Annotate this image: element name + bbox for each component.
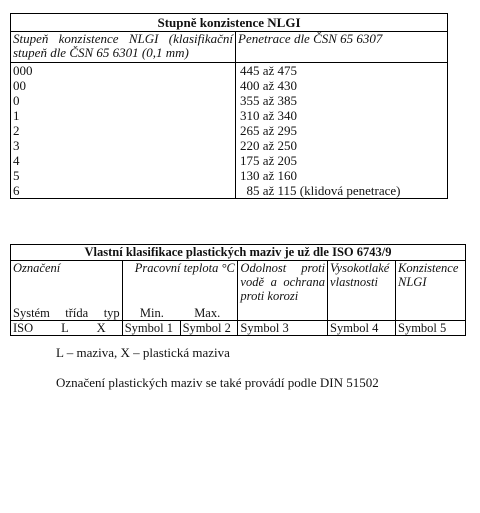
- value-symbol5: Symbol 5: [396, 321, 466, 336]
- header-oznaceni: Označení: [11, 261, 123, 307]
- sub-empty: [396, 306, 466, 321]
- table-row: [11, 93, 448, 108]
- sub-trida: třída: [65, 306, 89, 320]
- table-row: [11, 63, 448, 79]
- table-row: [11, 183, 448, 199]
- sub-empty: [328, 306, 396, 321]
- penetration-cell: 265 až 295: [236, 123, 448, 138]
- grade-cell: 1: [11, 108, 236, 123]
- header-vysokotlake: Vysokotlaké vlastnosti: [328, 261, 396, 307]
- din-note: Označení plastických maziv se také provádí podle DIN 51502: [56, 375, 379, 390]
- header-odolnost: Odolnost proti vodě a ochrana proti korozi: [238, 261, 328, 307]
- penetration-cell: 400 až 430: [236, 78, 448, 93]
- grade-cell: 000: [11, 63, 236, 79]
- header-pracovni-teplota: Pracovní teplota °C: [122, 261, 238, 307]
- sub-empty: [238, 306, 328, 321]
- penetration-cell: 310 až 340: [236, 108, 448, 123]
- iso-classification-table: [10, 244, 466, 336]
- legend-note: L – maziva, X – plastická maziva: [56, 345, 230, 360]
- table-row: [11, 138, 448, 153]
- value-group: [13, 321, 120, 335]
- sub-header-group: [13, 306, 120, 320]
- value-symbol4: Symbol 4: [328, 321, 396, 336]
- penetration-cell: 445 až 475: [236, 63, 448, 79]
- penetration-cell: 85 až 115 (klidová penetrace): [236, 183, 448, 199]
- grade-cell: 6: [11, 183, 236, 199]
- table-row: [11, 168, 448, 183]
- value-symbol3: Symbol 3: [238, 321, 328, 336]
- value-oznaceni: [11, 321, 123, 336]
- penetration-cell: 355 až 385: [236, 93, 448, 108]
- table-row: [11, 78, 448, 93]
- table-row: [11, 321, 466, 336]
- table-row: [11, 108, 448, 123]
- value-system: ISO: [13, 321, 34, 335]
- value-symbol1: Symbol 1: [122, 321, 180, 336]
- table-row: [11, 123, 448, 138]
- grade-cell: 3: [11, 138, 236, 153]
- sub-header-teplota: [122, 306, 238, 321]
- sub-min: Min.: [139, 306, 164, 320]
- grade-cell: 0: [11, 93, 236, 108]
- table-row: [11, 153, 448, 168]
- nlgi-consistency-table: [10, 13, 448, 199]
- grade-cell: 5: [11, 168, 236, 183]
- penetration-cell: 130 až 160: [236, 168, 448, 183]
- header-konzistence: Konzistence NLGI: [396, 261, 466, 307]
- column-header-grade: Stupeň konzistence NLGI (klasifikační stupeň dle ČSN 65 6301 (0,1 mm): [11, 32, 236, 63]
- penetration-cell: 220 až 250: [236, 138, 448, 153]
- table-title: Stupně konzistence NLGI: [11, 14, 448, 32]
- penetration-cell: 175 až 205: [236, 153, 448, 168]
- grade-cell: 4: [11, 153, 236, 168]
- value-typ: X: [96, 321, 106, 335]
- sub-header-oznaceni: [11, 306, 123, 321]
- sub-max: Max.: [194, 306, 221, 320]
- column-header-penetration: Penetrace dle ČSN 65 6307: [236, 32, 448, 63]
- sub-system: Systém: [13, 306, 50, 320]
- grade-cell: 2: [11, 123, 236, 138]
- sub-typ: typ: [103, 306, 120, 320]
- min-max-group: [125, 306, 236, 320]
- value-trida: L: [61, 321, 69, 335]
- table-title: Vlastní klasifikace plastických maziv je už dle ISO 6743/9: [11, 245, 466, 261]
- value-symbol2: Symbol 2: [180, 321, 238, 336]
- grade-cell: 00: [11, 78, 236, 93]
